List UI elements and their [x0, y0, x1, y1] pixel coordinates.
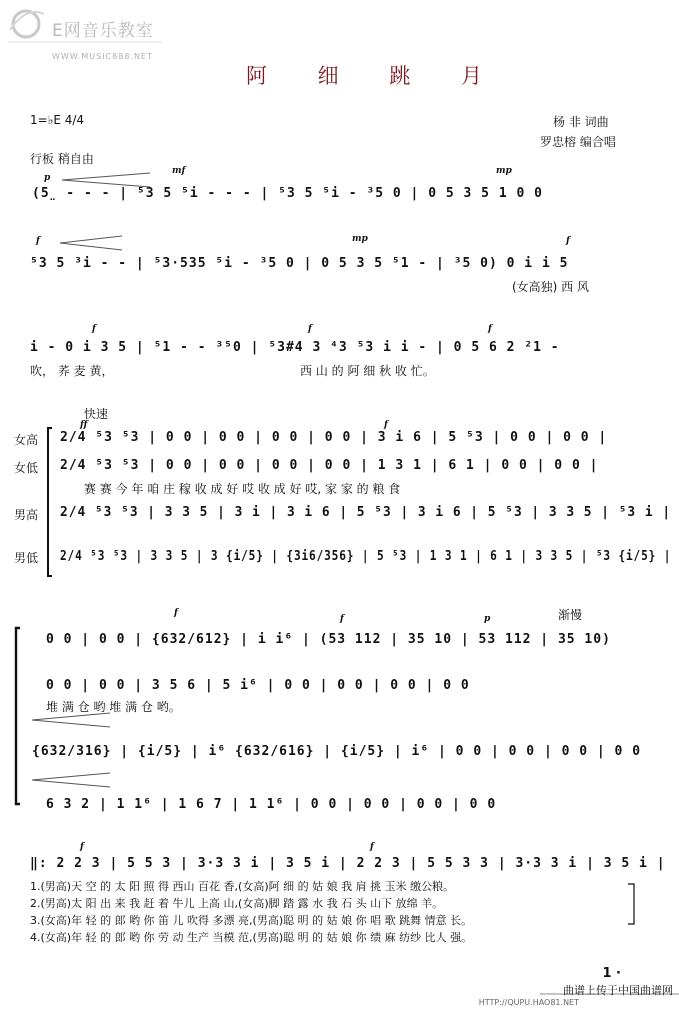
page-number: 1 ·: [602, 966, 621, 981]
dynamic-mp: mp: [496, 166, 512, 176]
dynamic-f: f: [36, 236, 40, 246]
credit-lyricist-composer: 杨 非 词曲: [553, 115, 609, 129]
part-label-soprano: 女高: [14, 433, 39, 447]
watermark-name: E网音乐教室: [52, 21, 154, 41]
dynamic-p: p: [44, 173, 51, 183]
system5-part4-notes: 6 3 2 | 1 1⁶ | 1 6 7 | 1 1⁶ | 0 0 | 0 0 | 0 0 | 0 0: [46, 797, 497, 812]
dynamic-f: f: [308, 324, 312, 334]
dynamic-f: f: [370, 842, 374, 852]
dynamic-f: f: [92, 324, 96, 334]
part-label-alto: 女低: [14, 461, 39, 475]
verse-3: 3.(女高)年 轻 的 郎 哟 你 笛 儿 吹得 多漂 亮,(男高)聪 明 的 姑 娘 你 唱 歌 跳舞 情意 长。: [30, 914, 473, 927]
system5-lyrics: 堆 满 仓 哟 堆 满 仓 哟。: [46, 700, 181, 714]
system5-part1-notes: 0 0 | 0 0 | {632/612} | i i⁶ | (53 112 | 35 10 | 53 112 | 35 10): [46, 632, 611, 647]
system6-notes: ‖: 2 2 3 | 5 5 3 | 3·3 3 i | 3 5 i | 2 2 3 | 5 5 3 3 | 3·3 3 i | 3 5 i |: [30, 856, 666, 871]
dynamic-f: f: [384, 420, 388, 430]
credit-arranger: 罗忠榕 编合唱: [540, 135, 616, 149]
dynamic-mf: mf: [172, 166, 186, 176]
system5-part2-notes: 0 0 | 0 0 | 3 5 6 | 5 i⁶ | 0 0 | 0 0 | 0 0 | 0 0: [46, 678, 470, 693]
dynamic-f: f: [80, 842, 84, 852]
dynamic-f: f: [174, 608, 178, 618]
watermark-logo-icon: [10, 11, 44, 37]
dynamic-f: f: [340, 614, 344, 624]
system3-lyrics-right: 西 山 的 阿 细 秋 收 忙。: [300, 364, 435, 378]
song-title: 阿 细 跳 月: [246, 64, 505, 88]
soprano-notes: 2/4 ⁵3 ⁵3 | 0 0 | 0 0 | 0 0 | 0 0 | 3 i 6 | 5 ⁵3 | 0 0 | 0 0 |: [60, 430, 608, 445]
dynamic-p: p: [484, 614, 491, 624]
tenor-notes: 2/4 ⁵3 ⁵3 | 3 3 5 | 3 i | 3 i 6 | 5 ⁵3 | 3 i 6 | 5 ⁵3 | 3 3 5 | ⁵3 i |: [60, 505, 672, 520]
system4-lyrics: 赛 赛 今 年 咱 庄 稼 收 成 好 哎 收 成 好 哎, 家 家 的 粮 食: [84, 482, 401, 496]
verse-1: 1.(男高)天 空 的 太 阳 照 得 西山 百花 香,(女高)阿 细 的 姑 娘 我 肩 挑 玉米 缴公粮。: [30, 880, 455, 893]
bass-notes: 2/4 ⁵3 ⁵3 | 3 3 5 | 3 {i/5} | {3i6/356} | 5 ⁵3 | 1 3 1 | 6 1 | 3 3 5 | ⁵3 {i/5} |: [60, 549, 672, 564]
part-label-tenor: 男高: [14, 508, 39, 522]
dynamic-f: f: [488, 324, 492, 334]
dynamic-ff: ff: [80, 420, 88, 430]
footer-url: HTTP://QUPU.HAO81.NET: [478, 998, 579, 1007]
watermark-url: WWW.MUSIC888.NET: [52, 52, 153, 61]
dynamic-mp: mp: [352, 234, 368, 244]
tempo-marking: 行板 稍自由: [30, 152, 94, 166]
verse-4: 4.(女高)年 轻 的 郎 哟 你 劳 动 生产 当模 范,(男高)聪 明 的 姑 娘 你 绩 麻 纺纱 比人 强。: [30, 931, 473, 944]
verse-2: 2.(男高)太 阳 出 来 我 赶 着 牛儿 上高 山,(女高)脚 踏 露 水 我 石 头 山下 放绵 羊。: [30, 897, 444, 910]
tempo-fast: 快速: [84, 407, 109, 421]
footer-source: 曲谱上传于中国曲谱网: [563, 984, 673, 997]
system2-lyrics: (女高独) 西 风: [512, 280, 589, 294]
alto-notes: 2/4 ⁵3 ⁵3 | 0 0 | 0 0 | 0 0 | 0 0 | 1 3 1 | 6 1 | 0 0 | 0 0 |: [60, 458, 599, 473]
system5-part3-notes: {632/316} | {i/5} | i⁶ {632/616} | {i/5} | i⁶ | 0 0 | 0 0 | 0 0 | 0 0: [32, 744, 642, 759]
key-signature: 1=♭E 4/4: [30, 113, 85, 127]
system1-notes: (5̤ ‑ ‑ ‑ | ⁵3 5 ⁵i ‑ ‑ ‑ | ⁵3 5 ⁵i ‑ ³5 0 | 0 5 3 5 1 0 0: [32, 186, 543, 201]
system3-notes: i ‑ 0 i 3 5 | ⁵1 ‑ ‑ ³⁵0 | ⁵3#4 3 ⁴3 ⁵3 i i ‑ | 0 5 6 2 ²1 ‑: [30, 340, 560, 355]
system3-lyrics-left: 吹， 荞 麦 黄，: [30, 364, 114, 378]
dynamic-f: f: [566, 236, 570, 246]
part-label-bass: 男低: [14, 551, 39, 565]
system2-notes: ⁵3 5 ³i ‑ ‑ | ⁵3·535 ⁵i ‑ ³5 0 | 0 5 3 5 ⁵1 ‑ | ³5 0) 0 i i 5: [30, 256, 569, 271]
tempo-slower: 渐慢: [558, 608, 583, 622]
